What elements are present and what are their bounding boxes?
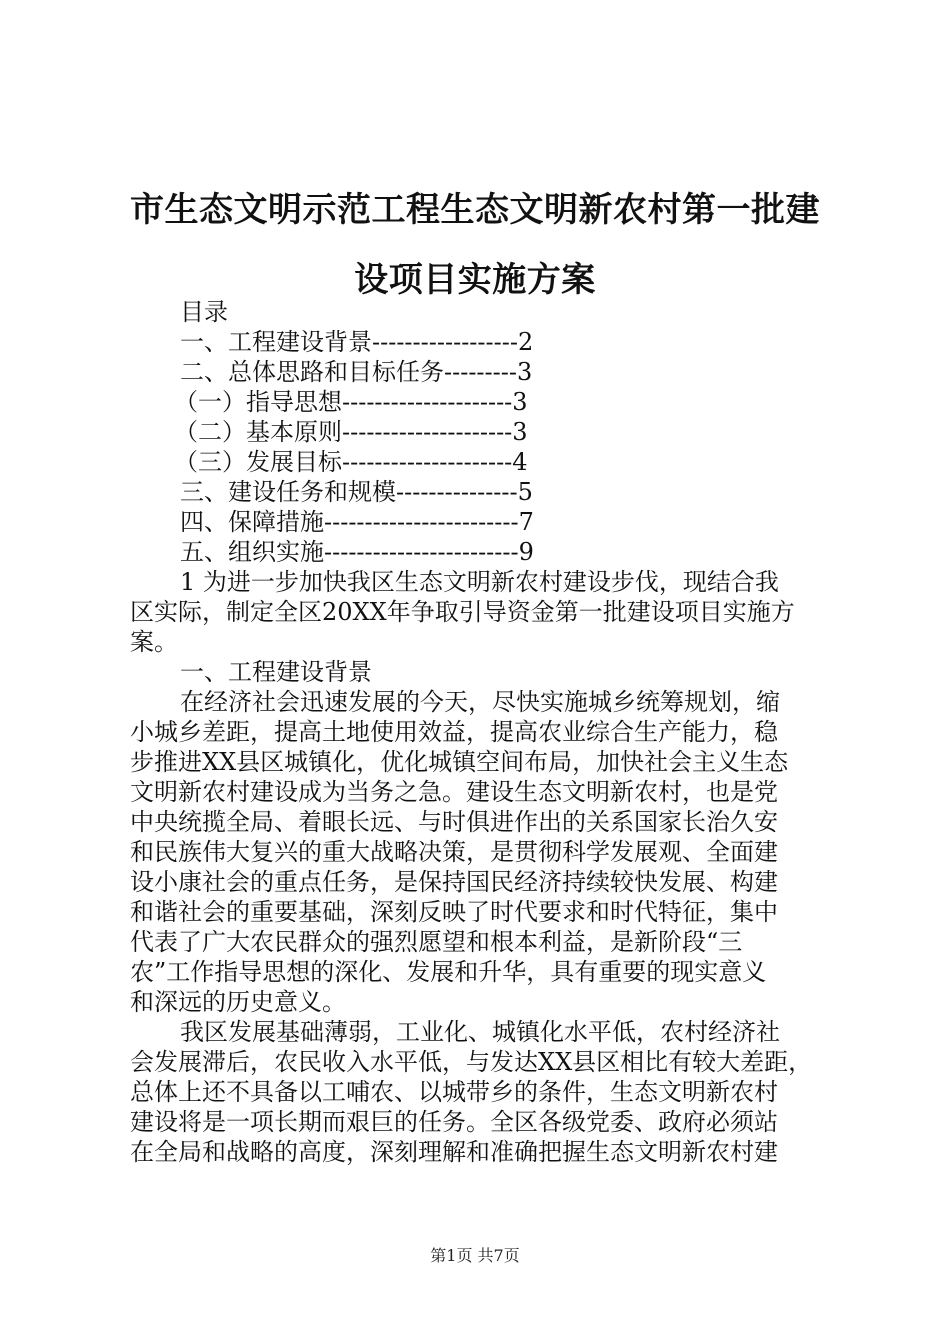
title-line-2: 设项目实施方案 — [354, 260, 596, 300]
para1-line-6: 和民族伟大复兴的重大战略决策，是贯彻科学发展观、全面建 — [130, 838, 778, 866]
para2-line-2: 会发展滞后，农民收入水平低，与发达XX县区相比有较大差距， — [130, 1048, 813, 1076]
document-body — [130, 297, 830, 1167]
para1-line-10: 农”工作指导思想的深化、发展和升华，具有重要的现实意义 — [130, 958, 767, 986]
para1-line-1: 在经济社会迅速发展的今天，尽快实施城乡统筹规划，缩 — [180, 688, 780, 716]
intro-line-3: 案。 — [130, 628, 178, 656]
page-footer: 第1页 共7页 — [430, 1246, 520, 1265]
para2-line-5: 在全局和战略的高度，深刻理解和准确把握生态文明新农村建 — [130, 1138, 778, 1166]
para1-line-4: 文明新农村建设成为当务之急。建设生态文明新农村，也是党 — [130, 778, 778, 806]
para1-line-11: 和深远的历史意义。 — [130, 988, 346, 1016]
toc-item-4: （二）基本原则---------------------3 — [174, 418, 528, 446]
toc-item-2: 二、总体思路和目标任务---------3 — [180, 358, 533, 386]
intro-line-2: 区实际，制定全区20XX年争取引导资金第一批建设项目实施方 — [130, 598, 795, 626]
toc-item-1: 一、工程建设背景------------------2 — [180, 328, 534, 356]
para1-line-7: 设小康社会的重点任务，是保持国民经济持续较快发展、构建 — [130, 868, 778, 896]
toc-item-5: （三）发展目标---------------------4 — [174, 448, 528, 476]
toc-heading: 目录 — [180, 298, 228, 326]
para2-line-3: 总体上还不具备以工哺农、以城带乡的条件，生态文明新农村 — [130, 1078, 778, 1106]
toc-item-3: （一）指导思想---------------------3 — [174, 388, 528, 416]
para2-line-1: 我区发展基础薄弱，工业化、城镇化水平低，农村经济社 — [180, 1018, 780, 1046]
para1-line-8: 和谐社会的重要基础，深刻反映了时代要求和时代特征，集中 — [130, 898, 778, 926]
title-line-1: 市生态文明示范工程生态文明新农村第一批建 — [130, 190, 820, 230]
toc-item-7: 四、保障措施------------------------7 — [180, 508, 534, 536]
toc-item-8: 五、组织实施------------------------9 — [180, 538, 534, 566]
para1-line-2: 小城乡差距，提高土地使用效益，提高农业综合生产能力，稳 — [130, 718, 778, 746]
toc-item-6: 三、建设任务和规模---------------5 — [180, 478, 533, 506]
intro-line-1: 1 为进一步加快我区生态文明新农村建设步伐，现结合我 — [180, 568, 779, 596]
document-title — [110, 175, 840, 315]
para1-line-5: 中央统揽全局、着眼长远、与时俱进作出的关系国家长治久安 — [130, 808, 778, 836]
para2-line-4: 建设将是一项长期而艰巨的任务。全区各级党委、政府必须站 — [130, 1108, 778, 1136]
para1-line-9: 代表了广大农民群众的强烈愿望和根本利益，是新阶段“三 — [130, 928, 743, 956]
section-heading-1: 一、工程建设背景 — [180, 658, 372, 686]
para1-line-3: 步推进XX县区城镇化，优化城镇空间布局，加快社会主义生态 — [130, 748, 789, 776]
